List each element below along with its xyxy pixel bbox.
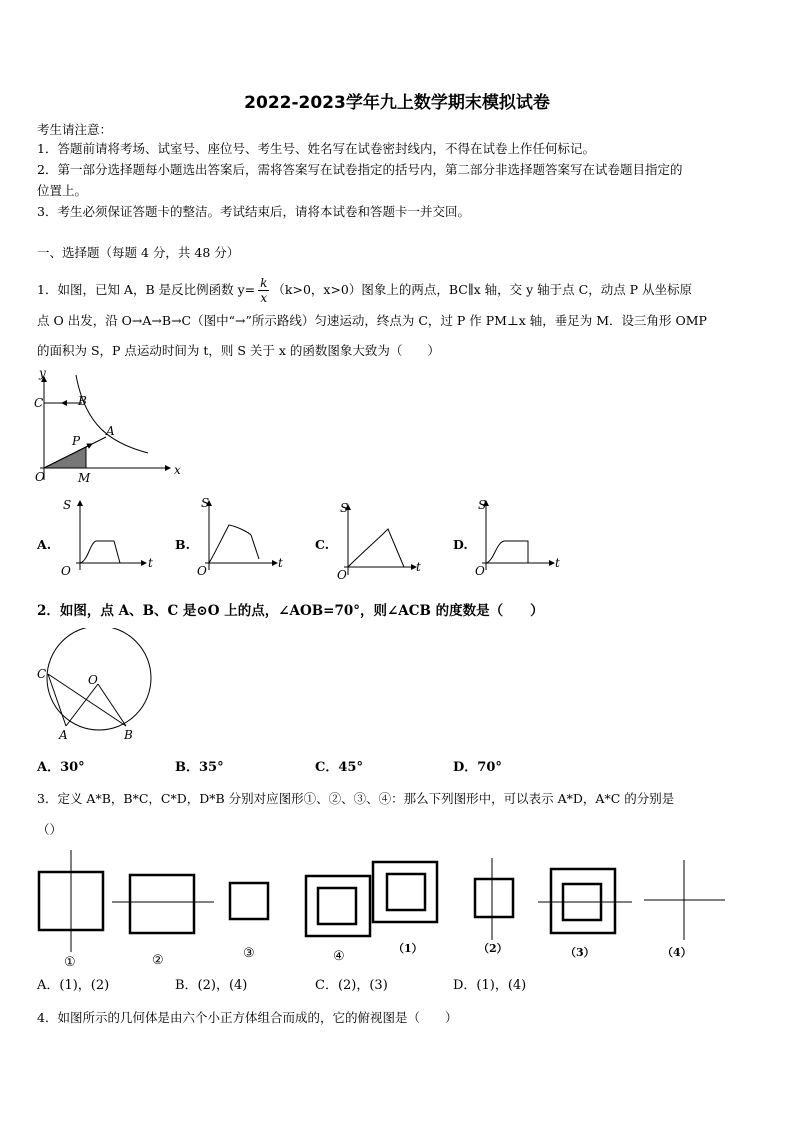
notice-heading: 考生请注意：: [37, 122, 113, 137]
q2-option-d[interactable]: D．70°: [453, 760, 502, 775]
notice-item-1: 1．答题前请将考场、试室号、座位号、考生号、姓名写在试卷密封线内，不得在试卷上作任何标记。: [37, 141, 595, 156]
q2-label-b: B: [124, 728, 133, 742]
q1-label-b: B: [78, 394, 87, 408]
q1-label-y: y: [39, 366, 46, 380]
q1-c-t-label: t: [416, 560, 421, 574]
section-heading: 一、选择题（每题 4 分，共 48 分）: [37, 245, 240, 260]
q1-line3: 的面积为 S，P 点运动时间为 t，则 S 关于 x 的函数图象大致为（ ）: [37, 343, 440, 358]
q1-hyperbola: [76, 375, 148, 453]
q1-label-a: A: [106, 424, 115, 438]
q1-option-d-graph[interactable]: [472, 495, 572, 580]
q1-option-b-graph[interactable]: [195, 495, 295, 580]
q1-figure: [30, 365, 190, 490]
q1-option-c-graph[interactable]: [334, 497, 434, 582]
q1-option-d-letter[interactable]: D.: [453, 537, 468, 552]
q3-label-2: ②: [152, 953, 164, 968]
q3-figure-1: [39, 850, 103, 952]
q3-label-3: ③: [243, 946, 255, 961]
q1-b-s-label: S: [201, 496, 210, 510]
q2-option-c[interactable]: C．45°: [315, 760, 363, 775]
q2-ca-line: [48, 674, 66, 726]
q3-label-4: ④: [333, 949, 345, 964]
q1-triangle-omp: [44, 447, 86, 468]
q2-label-a: A: [59, 728, 68, 742]
q3-figure-(4): [644, 860, 725, 940]
q3-option-d[interactable]: D．(1)，(4): [453, 978, 527, 993]
q2-option-a[interactable]: A．30°: [37, 760, 85, 775]
q3-figure-(2): [475, 858, 513, 940]
q1-label-x: x: [174, 463, 181, 477]
q1-frac-den: x: [260, 291, 268, 305]
q1-c-s-label: S: [340, 501, 349, 515]
q2-cb-line: [48, 674, 126, 726]
q1-option-a-graph[interactable]: [58, 495, 158, 580]
q3-figure-2: [112, 875, 214, 933]
notice-item-2: 2．第一部分选择题每小题选出答案后，需将答案写在试卷指定的括号内，第二部分非选择题答案写在试卷题目指定的: [37, 162, 683, 177]
q1-a-s-label: S: [63, 498, 72, 512]
q3-label-(2): （2）: [478, 942, 508, 955]
q1-option-c-letter[interactable]: C.: [315, 537, 330, 552]
q3-figure-3: [230, 883, 268, 919]
q3-figure-(1): [373, 862, 437, 922]
notice-item-2-cont: 位置上。: [37, 183, 88, 198]
q1-b-t-label: t: [278, 556, 283, 570]
q3-option-a[interactable]: A．(1)，(2): [37, 978, 110, 993]
q1-option-b-letter[interactable]: B.: [175, 537, 190, 552]
q1-label-c: C: [34, 396, 44, 410]
q1-line1-b: （k>0，x>0）图象上的两点，BC∥x 轴，交 y 轴于点 C，动点 P 从坐标原: [272, 282, 693, 297]
q3-label-(1): （1）: [393, 942, 423, 955]
q1-c-o-label: O: [337, 568, 347, 582]
q2-oa-line: [66, 684, 98, 726]
notice-item-3: 3．考生必须保证答题卡的整洁。考试结束后，请将本试卷和答题卡一并交回。: [37, 204, 470, 219]
q1-fraction: [258, 276, 269, 305]
q1-b-o-label: O: [197, 564, 207, 578]
q1-line1: [37, 276, 692, 305]
q1-line1-a: 1．如图，已知 A，B 是反比例函数 y=: [37, 282, 256, 297]
q1-a-t-label: t: [148, 556, 153, 570]
q3-line2: （）: [37, 822, 63, 837]
q3-label-1: ①: [64, 955, 76, 970]
q3-option-b[interactable]: B．(2)，(4): [175, 978, 248, 993]
q1-a-o-label: O: [61, 564, 71, 578]
q2-label-c: C: [37, 667, 47, 681]
q2-ob-line: [98, 684, 126, 726]
q3-figure-4: [306, 876, 370, 936]
q1-label-o: O: [35, 470, 45, 484]
q3-line1: 3．定义 A*B，B*C，C*D，D*B 分别对应图形①、②、③、④：那么下列图形中，可以表示 A*D，A*C 的分别是: [37, 791, 675, 806]
q1-line2: 点 O 出发，沿 O→A→B→C（图中“→”所示路线）匀速运动，终点为 C，过 P 作 PM⊥x 轴，垂足为 M．设三角形 OMP: [37, 313, 707, 328]
q4-text: 4．如图所示的几何体是由六个小正方体组合而成的，它的俯视图是（ ）: [37, 1010, 458, 1025]
q1-label-p: P: [72, 434, 81, 448]
q3-figure-(3): [538, 869, 632, 933]
q1-frac-num: k: [260, 276, 268, 290]
q1-d-s-label: S: [478, 498, 487, 512]
q3-figures: [30, 848, 730, 973]
q1-label-m: M: [78, 471, 91, 485]
q3-option-c[interactable]: C．(2)，(3): [315, 978, 388, 993]
q1-d-o-label: O: [475, 564, 485, 578]
q2-label-o: O: [88, 673, 98, 687]
q3-label-(4): （4）: [662, 946, 692, 959]
q1-option-a-letter[interactable]: A.: [37, 537, 52, 552]
q2-text: 2．如图，点 A、B、C 是⊙O 上的点，∠AOB=70°，则∠ACB 的度数是（ ）: [37, 603, 544, 619]
page-title: 2022-2023学年九上数学期末模拟试卷: [244, 93, 550, 113]
q3-label-(3): （3）: [565, 946, 595, 959]
q1-d-t-label: t: [555, 556, 560, 570]
q2-figure: [30, 628, 165, 746]
q2-option-b[interactable]: B．35°: [175, 760, 224, 775]
